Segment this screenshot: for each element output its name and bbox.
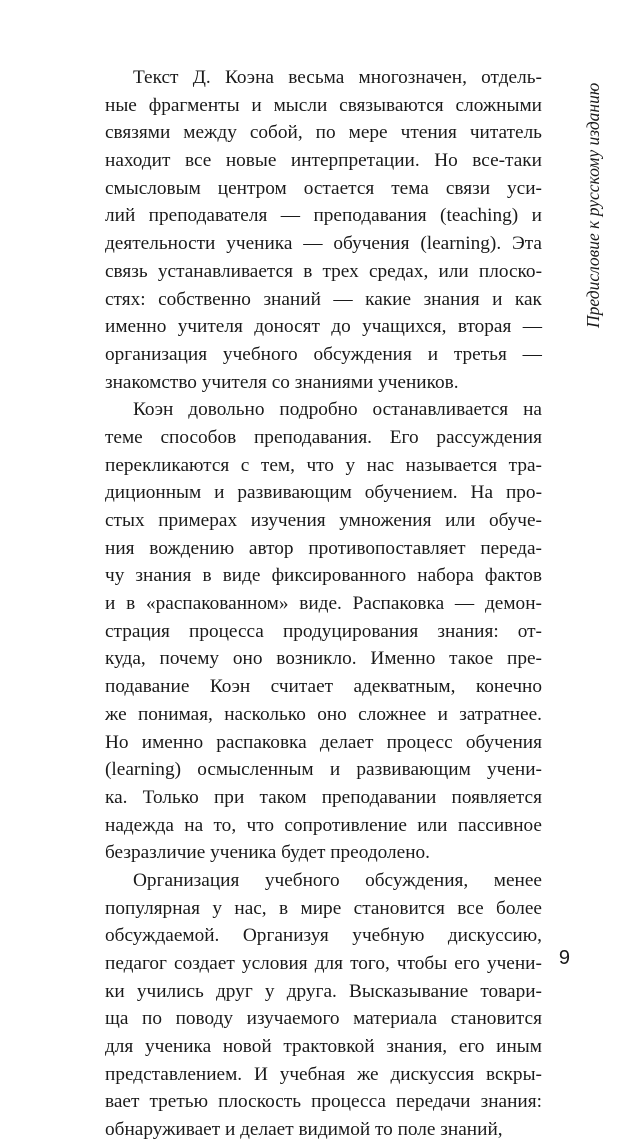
text-line: ки учились друг у друга. Высказывание товари- <box>105 980 542 1002</box>
text-line: обнаруживает и делает видимой то поле знаний, <box>105 1119 503 1141</box>
text-line: теме способов преподавания. Его рассуждения <box>105 426 542 448</box>
text-line: связь устанавливается в трех средах, или плоско- <box>105 260 542 282</box>
text-line: деятельности ученика — обучения (learning). Эта <box>105 233 542 255</box>
text-line: ния вождению автор противопоставляет переда- <box>105 537 542 559</box>
text-line: и в «распакованном» виде. Распаковка — демон- <box>105 593 542 615</box>
text-line: популярная у нас, в мире становится все более <box>105 897 542 919</box>
text-line: представлением. И учебная же дискуссия вскры- <box>105 1063 542 1085</box>
text-line: педагог создает условия для того, чтобы его учени- <box>105 953 542 974</box>
text-line: куда, почему оно возникло. Именно такое пре- <box>105 648 542 670</box>
text-line: Коэн довольно подробно останавливается на <box>133 399 542 421</box>
text-line: стях: собственно знаний — какие знания и как <box>105 288 542 310</box>
text-line: Организация учебного обсуждения, менее <box>133 869 542 891</box>
text-line: находит все новые интерпретации. Но все-таки <box>105 150 542 172</box>
text-line: ка. Только при таком преподавании появляется <box>105 786 542 808</box>
text-line: Но именно распаковка делает процесс обучения <box>105 731 542 753</box>
text-line: организация учебного обсуждения и третья — <box>105 343 542 365</box>
text-line: чу знания в виде фиксированного набора фактов <box>105 565 542 587</box>
text-line: смысловым центром остается тема связи уси- <box>105 177 542 199</box>
text-line: перекликаются с тем, что у нас называется тра- <box>105 454 542 476</box>
text-line: ща по поводу изучаемого материала становится <box>105 1008 542 1030</box>
text-line: Текст Д. Коэна весьма многозначен, отдель- <box>133 67 542 88</box>
text-line: связями между собой, по мере чтения читатель <box>105 122 542 144</box>
text-line: безразличие ученика будет преодолено. <box>105 842 430 864</box>
text-line: надежда на то, что сопротивление или пассивное <box>105 814 542 836</box>
running-head: Предисловие к русскому изданию <box>583 82 603 328</box>
text-line: лий преподавателя — преподавания (teaching) и <box>105 205 542 227</box>
paragraph <box>105 64 542 396</box>
text-line: подавание Коэн считает адекватным, конечно <box>105 676 542 698</box>
text-line: вает третью плоскость процесса передачи знания: <box>105 1091 542 1113</box>
page-number: 9 <box>558 947 570 969</box>
paragraph <box>105 396 542 867</box>
text-line: страция процесса продуцирования знания: от- <box>105 620 542 642</box>
text-line: ные фрагменты и мысли связываются сложными <box>105 94 542 116</box>
text-line: стых примерах изучения умножения или обуче- <box>105 510 542 531</box>
text-line: для ученика новой трактовкой знания, его иным <box>105 1036 542 1058</box>
text-line: (learning) осмысленным и развивающим учени- <box>105 759 542 781</box>
paragraph <box>105 867 542 1144</box>
text-line: именно учителя доносят до учащихся, вторая — <box>105 316 542 338</box>
text-line: же понимая, насколько оно сложнее и затратнее. <box>105 703 542 725</box>
body-text <box>105 64 542 1144</box>
text-line: обсуждаемой. Организуя учебную дискуссию, <box>105 925 542 947</box>
text-line: знакомство учителя со знаниями учеников. <box>105 371 459 393</box>
text-line: диционным и развивающим обучением. На про- <box>105 482 542 504</box>
